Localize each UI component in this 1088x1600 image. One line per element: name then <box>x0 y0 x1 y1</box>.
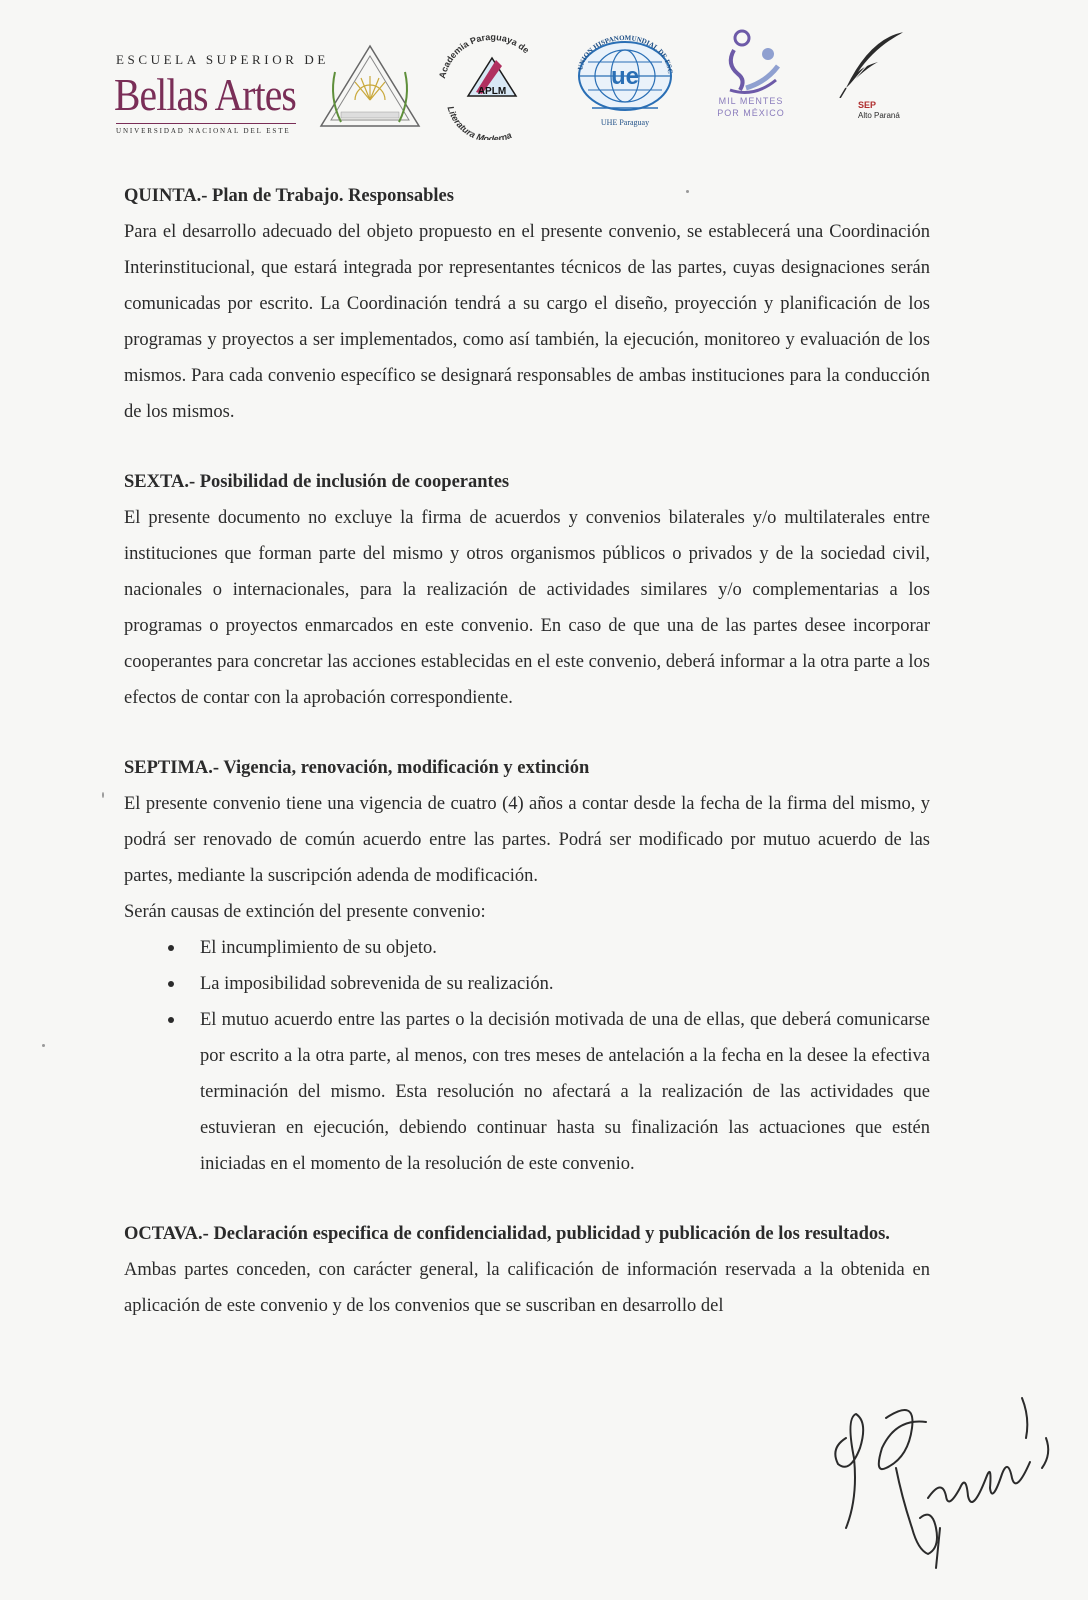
section-paragraph: El presente convenio tiene una vigencia de cuatro (4) años a contar desde la fecha de la firma del mismo, y podrá ser renovado de común acuerdo entre las partes. Podrá ser modificado por mutuo acuerdo de las partes, mediante la suscripción adenda de modificación. <box>124 794 930 886</box>
uhe-arc-text: UNION HISPANOMUNDIAL DE ESC <box>576 34 675 75</box>
bellas-artes-top-text: ESCUELA SUPERIOR DE <box>116 52 329 67</box>
bullet-icon <box>168 981 174 987</box>
bellas-artes-rule <box>116 123 296 124</box>
section-heading: SEPTIMA.- Vigencia, renovación, modificación y extinción <box>124 758 590 778</box>
bellas-artes-logo <box>110 28 329 138</box>
bullet-icon <box>168 945 174 951</box>
header-logos <box>110 28 930 138</box>
document-body <box>124 178 930 1358</box>
section-quinta <box>124 178 930 430</box>
scan-speck <box>42 1044 45 1047</box>
section-sexta <box>124 464 930 716</box>
svg-text:ue: ue <box>610 63 640 90</box>
section-paragraph: Serán causas de extinción del presente convenio: <box>124 902 486 922</box>
aplm-arc-bottom-text: Literatura Moderna <box>445 104 514 140</box>
list-item <box>124 1002 930 1182</box>
triangle-emblem-logo <box>315 42 425 132</box>
quill-feather-icon <box>820 28 920 98</box>
handwritten-signature <box>816 1378 1056 1578</box>
mil-mentes-line1: MIL MENTES <box>718 96 784 106</box>
uhe-logo <box>570 34 680 134</box>
aplm-logo <box>432 30 552 140</box>
bellas-artes-main-text: Bellas Artes <box>114 69 296 120</box>
section-septima <box>124 750 930 1182</box>
scan-speck <box>686 190 689 193</box>
bellas-artes-bottom-text: UNIVERSIDAD NACIONAL DEL ESTE <box>116 127 291 135</box>
section-octava <box>124 1216 930 1324</box>
list-item <box>124 930 930 966</box>
list-item-text: El mutuo acuerdo entre las partes o la decisión motivada de una de ellas, que deberá comunicarse por escrito a la otra parte, al menos, con tres meses de antelación a la fecha en la desee la efectiva terminación del mismo. Esta resolución no afectará a la realización de las actividades que estuvieran en ejecución, debiendo continuar hasta su finalización las actuaciones que estén iniciadas en el momento de la resolución de este convenio. <box>200 1010 930 1174</box>
extinction-causes-list <box>124 930 930 1182</box>
section-paragraph: Para el desarrollo adecuado del objeto propuesto en el presente convenio, se establecerá una Coordinación Interinstitucional, que estará integrada por representantes técnicos de las partes, cuyas designaciones serán comunicadas por escrito. La Coordinación tendrá a su cargo el diseño, proyección y planificación de los programas y proyectos a ser implementados, como así también, la ejecución, monitoreo y evaluación de los mismos. Para cada convenio específico se designará responsables de ambas instituciones para la conducción de los mismos. <box>124 222 930 422</box>
section-heading: SEXTA.- Posibilidad de inclusión de cooperantes <box>124 472 510 492</box>
bullet-icon <box>168 1017 174 1023</box>
section-paragraph: Ambas partes conceden, con carácter general, la calificación de información reservada a la obtenida en aplicación de este convenio y de los convenios que se suscriban en desarrollo del <box>124 1260 930 1316</box>
section-heading: QUINTA.- Plan de Trabajo. Responsables <box>124 186 454 206</box>
list-item <box>124 966 930 1002</box>
mil-mentes-logo <box>706 28 796 138</box>
section-heading: OCTAVA.- Declaración especifica de confidencialidad, publicidad y publicación de los resultados. <box>124 1224 890 1244</box>
uhe-caption: UHE Paraguay <box>600 118 650 127</box>
scan-speck <box>102 792 104 798</box>
sep-logo <box>820 28 920 138</box>
section-paragraph: El presente documento no excluye la firma de acuerdos y convenios bilaterales y/o multilaterales entre instituciones que forman parte del mismo y otros organismos públicos o privados y de la sociedad civil, nacionales o internacionales, para la realización de actividades similares y/o complementarias a los programas o proyectos enmarcados en este convenio. En caso de que una de las partes desee incorporar cooperantes para concretar las acciones establecidas en el este convenio, deberá informar a la otra parte a los efectos de contar con la aprobación correspondiente. <box>124 508 930 708</box>
sep-line2: Alto Paraná <box>858 111 900 120</box>
list-item-text: La imposibilidad sobrevenida de su realización. <box>200 974 554 994</box>
list-item-text: El incumplimiento de su objeto. <box>200 938 437 958</box>
mil-mentes-line2: POR MÉXICO <box>717 108 785 118</box>
aplm-emblem-icon <box>432 30 552 140</box>
sep-line1: SEP <box>858 100 877 110</box>
svg-text:Literatura Moderna <box>445 105 513 140</box>
mil-mentes-heads-icon <box>706 28 796 98</box>
aplm-arc-top-text: Academia Paraguaya de <box>436 31 532 80</box>
uhe-globe-icon <box>570 34 680 114</box>
aplm-center-text: APLM <box>477 86 507 97</box>
triangle-emblem-icon <box>315 42 425 132</box>
